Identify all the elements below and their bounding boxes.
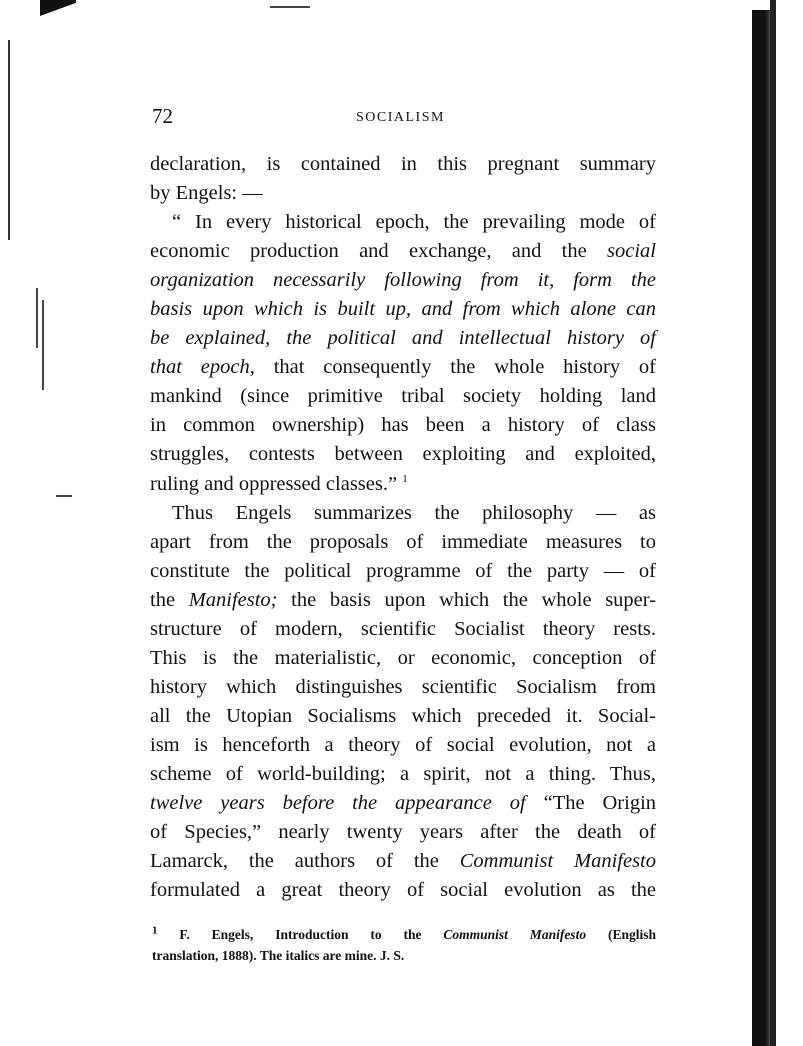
text-span: structure of modern, scientific Socialist theory rests. [150,617,656,640]
text-line [150,324,656,353]
text-span: Communist Manifesto [459,850,656,873]
text-line [150,237,656,266]
text-line [150,760,656,789]
footnote [152,924,656,966]
text-span: F. Engels, Introduction to the [157,927,444,942]
text-line [150,557,656,586]
text-span: the basis upon which the whole super- [291,588,657,611]
text-line [150,470,656,499]
text-span: struggles, contests between exploiting and exploited, [150,443,656,466]
text-span: economic production and exchange, and the [150,240,587,263]
footnote-ref: 1 [402,472,408,485]
text-line [150,440,656,469]
text-span: translation, 1888). The italics are mine. J. S. [152,948,405,963]
text-span: Communist Manifesto [443,927,587,942]
text-line [150,411,656,440]
text-span: organization necessarily following from it, form the [150,269,656,292]
text-line [150,586,656,615]
text-line [150,702,656,731]
text-line [150,673,656,702]
running-head: SOCIALISM [356,110,445,125]
text-span: mankind (since primitive tribal society holding land [150,385,656,408]
text-span: basis upon which is built up, and from which alone can [150,298,656,321]
text-span: Lamarck, the authors of the [150,850,439,873]
text-line [150,644,656,673]
body-text [150,150,656,905]
text-span: history which distinguishes scientific Socialism from [150,675,656,698]
text-span: Manifesto; [188,588,278,611]
text-span: (English [586,927,656,942]
text-line [150,179,656,208]
text-line [150,818,656,847]
footnote-marker: 1 [152,924,158,937]
text-span: by Engels: — [150,182,263,205]
text-span: constitute the political programme of the party — of [150,559,656,582]
text-line [150,295,656,324]
text-span: that epoch, [150,356,255,379]
text-span: be explained, the political and intellectual history of [150,327,656,350]
text-span: declaration, is contained in this pregnant summary [150,153,656,175]
text-span: that consequently the whole history of [273,356,657,379]
text-line [150,382,656,411]
text-span: social [607,240,656,263]
footnote-line [152,945,656,966]
text-span: twelve years before the appearance of [150,792,526,815]
text-line [150,150,656,179]
text-line [150,847,656,876]
text-line [150,266,656,295]
page-number: 72 [152,104,173,128]
scan-artifact [770,0,776,1046]
text-span: “The Origin [543,792,657,815]
text-line [150,353,656,382]
scan-artifact [8,40,10,240]
page-header [152,104,656,132]
scan-artifact [56,495,72,497]
footnote-line [152,924,656,945]
text-span: “ In every historical epoch, the prevailing mode of [172,211,656,234]
text-line [150,876,656,905]
text-span: the [150,588,176,611]
text-line [150,208,656,237]
scan-artifact [40,0,76,22]
text-span: all the Utopian Socialisms which preceded it. Social- [150,704,656,727]
text-span: of Species,” nearly twenty years after the death of [150,821,656,844]
text-span: formulated a great theory of social evolution as the [150,879,656,902]
text-span: scheme of world-building; a spirit, not a thing. Thus, [150,762,656,785]
scan-artifact [42,300,44,390]
text-span: ism is henceforth a theory of social evolution, not a [150,733,656,756]
text-span: in common ownership) has been a history of class [150,414,656,437]
text-span: Thus Engels summarizes the philosophy — as [172,501,656,524]
text-line [150,615,656,644]
text-line [150,731,656,760]
text-line [150,789,656,818]
text-span: apart from the proposals of immediate measures to [150,530,656,553]
text-span: This is the materialistic, or economic, conception of [150,646,656,669]
scan-artifact [36,288,38,348]
text-span: ruling and oppressed classes.” [150,472,403,495]
text-line [150,499,656,528]
scan-artifact [270,6,310,8]
text-line [150,528,656,557]
